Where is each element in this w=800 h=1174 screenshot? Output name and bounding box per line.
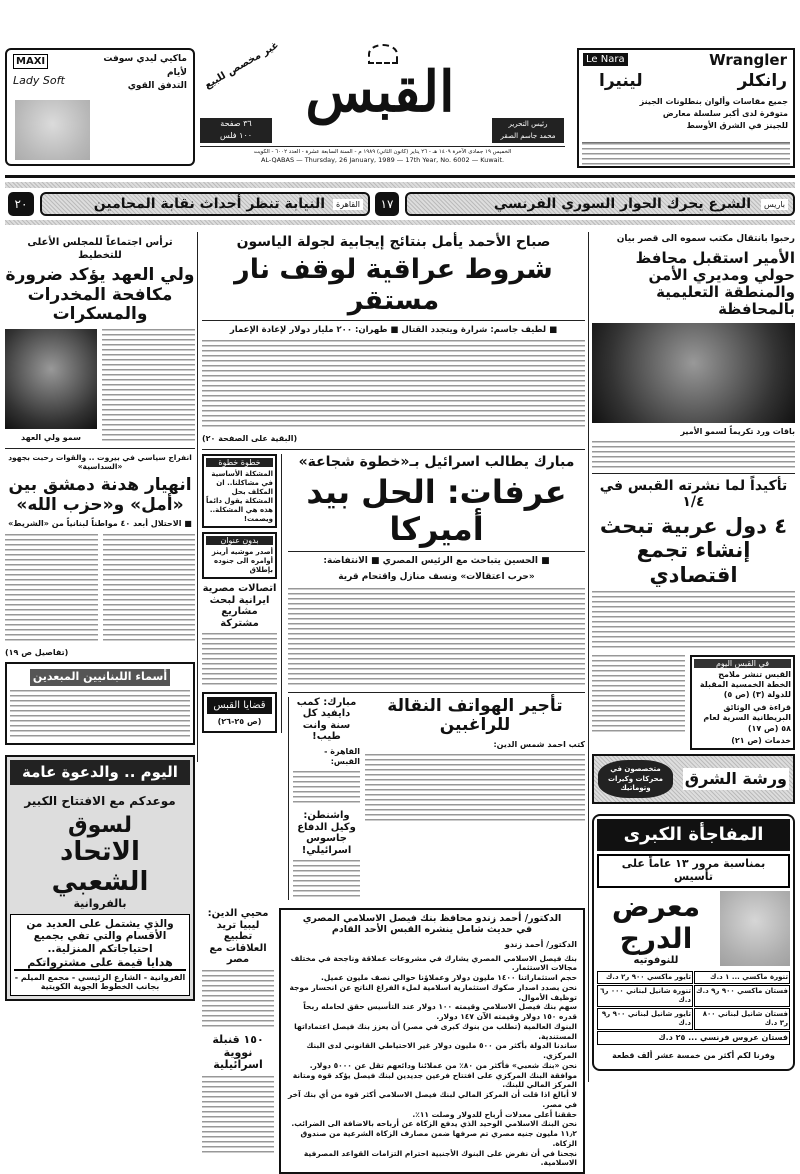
ad-ittihad-market: اليوم .. والدعوة عامة موعدكم مع الافتتاح الكبير لسوق الاتحاد الشعبي بالفروانية والذي يشتمل على العديد من الأقسام والتي تفي بجميع احتياجاتكم المنزلية.. هدايا قيمة على مشترواتكم الفروانية - الشارع الرئيسي - مجمع الميلم - بجانب الخطوط الجوية الكويتية [5, 755, 195, 1001]
lebanon-kicker: انفراج سياسي في بيروت .. والقوات رحبت بجهود «السداسية» [8, 452, 192, 472]
right-column [592, 234, 795, 1071]
dateline [200, 146, 565, 165]
stairs-illustration [720, 891, 790, 966]
amir-photo [592, 323, 795, 423]
spy-headline: واشنطن: وكيل الدفاع جاسوس اسرائيلي! [297, 810, 356, 856]
ad-maxi: MAXI ماكيي ليدي سوفت لأيام التدفق القوي Lady Soft [5, 48, 195, 166]
iraq-headline: شروط عراقية لوقف نار مستقر [234, 254, 553, 317]
crown-prince-kicker: ترأس اجتماعاً للمجلس الأعلى للتخطيط [27, 237, 173, 261]
crown-prince-headline: ولي العهد يؤكد ضرورة مكافحة المخدرات والمسكرات [5, 265, 195, 325]
lebanon-continued: (تفاصيل ص ١٩) [5, 647, 69, 657]
column-box-2: بدون عنوان أصدر موشيه أرينز أوامره الى جنوده بإطلاق [202, 532, 277, 579]
interview-bullets: بنك فيصل الاسلامي المصري يشارك في مشروعات عملاقة وناجحة في مختلف مجالات الاستثمار. حجم استثماراتنا ١٤٠٠ مليون دولار وعملاؤنا حوالي نصف مليون عميل. نحن بصدد اصدار صكوك استثمارية اسلامية لملء الفراغ الناتج عن انحسار موجة توظيف الأموال. سهم بنك فيصل الاسلامي وقيمته ١٠٠ دولار عند التأسيس حقق لحامله ربحاً قدره ١٥٠ دولار وقيمته الآن ١٤٧ دولار. البنوك العالمية (تطلب من بنوك كبرى في مصر) أن يعزز بنك فيصل اعتماداتها المستندية. ساندنا الدولة بأكثر من ٥٠٠ مليون دولار غير الاحتياطي القانوني لدى البنك المركزي. نحن «بنك شعبي» فأكثر من ٨٠٪ من عملائنا ودائعهم تقل عن ٥٠٠٠ دولار. موافقة البنك المركزي على افتتاح فرعين جديدين لبنك فيصل يؤكد قوة ومتانة المركز المالي للبنك. لا أبالغ اذا قلت أن المركز المالي لبنك فيصل الاسلامي أكثر قوة من أي بنك آخر في مصر. حققنا أعلى معدلات أرباح للدولار وصلت ١١٪. نحن البنك الاسلامي الوحيد الذي يدفع الزكاة عن أرباحه بالاضافة الى الضرائب. ١١٫٢ مليون جنيه مصري تم صرفها ضمن مصارف الزكاة الشرعية من صندوق الزكاة. نجحنا في أن نفرض على البنوك الأجنبية احترام التزامات القواعد المصرفية الاسلامية. [288, 953, 577, 1168]
arafat-sub2: «حرب اعتقالات» ونسف منازل واقتحام قرية [338, 572, 535, 582]
not-for-sale: غير مخصص للبيع [202, 39, 281, 92]
dateline-en: AL-QABAS — Thursday, 26 January, 1989 — 17th Year, No. 6002 — Kuwait. [260, 156, 505, 165]
arafat-headline: عرفات: الحل بيد أميركا [306, 472, 567, 548]
arafat-kicker: مبارك يطالب اسرائيل بـ«خطوة شجاعة» [298, 453, 575, 470]
teaser-lawyers[interactable]: القاهرة النيابة تنظر أحداث نقابة المحامين [40, 192, 370, 216]
names-box: أسماء اللبنانيين المبعدين [5, 662, 195, 745]
index-box: في القبس اليوم القبس تنشر ملامح الخطة الخمسية المقبلة للدولة (٣) (ص ٥) قراءة في الوثائق البريطانية السرية لعام ٥٨ (ص ١٧) خدمات (ص ٢١) [690, 655, 795, 751]
dateline-ar: الخميس ١٩ جمادى الآخرة ١٤٠٩ هـ - ٢٦ يناير (كانون الثاني) ١٩٨٩ م - السنة السابعة عشرة - العدد ٦٠٠٢ - الكويت [253, 149, 512, 155]
left-column [5, 236, 195, 1001]
libya-headline: محيي الدين: ليبيا تريد تطبيع العلاقات مع مصر [207, 908, 269, 966]
teaser-syria-france[interactable]: باريس الشرع يحرك الحوار السوري الفرنسي [405, 192, 795, 216]
crown-prince-photo [5, 329, 97, 429]
lebanon-headline: انهيار هدنة دمشق بين «أمل» و«حزب الله» [8, 475, 192, 515]
campdavid-dateline: القاهرة - القبس: [324, 746, 360, 767]
interview-box: الدكتور/ أحمد زندو محافظ بنك فيصل الاسلامي المصري في حديث شامل ينشره القبس الأحد القادم الدكتور/ أحمد زندو بنك فيصل الاسلامي المصري يشارك في مشروعات عملاقة وناجحة في مختلف مجالات الاستثمار. حجم استثماراتنا ١٤٠٠ مليون دولار وعملاؤنا حوالي نصف مليون عميل. نحن بصدد اصدار صكوك استثمارية اسلامية لملء الفراغ الناتج عن انحسار موجة توظيف الأموال. سهم بنك فيصل الاسلامي وقيمته ١٠٠ دولار عند التأسيس حقق لحامله ربحاً قدره ١٥٠ دولار وقيمته الآن ١٤٧ دولار. البنوك العالمية (تطلب من بنوك كبرى في مصر) أن يعزز بنك فيصل اعتماداتها المستندية. ساندنا الدولة بأكثر من ٥٠٠ مليون دولار غير الاحتياطي القانوني لدى البنك المركزي. نحن «بنك شعبي» فأكثر من ٨٠٪ من عملائنا ودائعهم تقل عن ٥٠٠٠ دولار. موافقة البنك المركزي على افتتاح فرعين جديدين لبنك فيصل يؤكد قوة ومتانة المركز المالي للبنك. لا أبالغ اذا قلت أن المركز المالي لبنك فيصل الاسلامي أكثر قوة من أي بنك آخر في مصر. حققنا أعلى معدلات أرباح للدولار وصلت ١١٪. نحن البنك الاسلامي الوحيد الذي يدفع الزكاة عن أرباحه بالاضافة الى الضرائب. ١١٫٢ مليون جنيه مصري تم صرفها ضمن مصارف الزكاة الشرعية من صندوق الزكاة. نجحنا في أن نفرض على البنوك الأجنبية احترام التزامات القواعد المصرفية الاسلامية. [279, 908, 585, 1174]
campdavid-headline: مبارك: كمب دايفيد كل سنة وانت طيب! [296, 696, 357, 743]
phones-headline: تأجير الهواتف النقالة للراغبين [387, 695, 563, 736]
nuclear-headline: ١٥٠ قنبلة نووية اسرائيلية [212, 1032, 264, 1072]
lebanon-sub: ■ الاحتلال أبعد ٤٠ مواطناً لبنانياً من «الشريط» [8, 519, 192, 529]
iraq-kicker: صباح الأحمد يأمل بنتائج إيجابية لجولة الياسون [236, 234, 551, 250]
amir-headline: الأمير استقبل محافظ حولي ومديري الأمن والمنطقة التعليمية بالمحافظة [635, 248, 795, 319]
arab-union-kicker: تأكيداً لما نشرته القبس في ١/٤ [599, 478, 788, 511]
iran-headline: اتصالات مصرية ايرانية لبحث مشاريع مشتركة [202, 583, 277, 629]
teaser-page-20: ٢٠ [8, 192, 34, 216]
qadaya-box[interactable]: قضايا القبس (ص ٢٥-٢٦) [202, 692, 277, 732]
crown-prince-caption: سمو ولي العهد [20, 432, 82, 442]
amir-kicker: رحبوا بانتقال مكتب سموه الى قصر بيان [616, 234, 795, 244]
ad-daraj: المفاجأة الكبرى بمناسبة مرور ١٣ عاماً على تأسيس معرض الدرج للنوفوتيه تنورة ماكسي ... ١ د.ك تايور ماكسي ٩٠٠ ر٢ د.ك فستان ماكسي ٩٠٠ ر٩ د.ك تنورة شانيل لبناني ٠٠٠ ر٦ د.ك فستان شانيل لبناني ٨٠٠ ر٣ د.ك تايور شانيل لبناني ٩٠٠ ر٩ د.ك فستان عروس فرنسي ... ٢٥ د.ك وفرنا لكم أكثر من خمسة عشر ألف قطعة [592, 814, 795, 1071]
ad-wrangler: Le Nara Wrangler رانكلر لينيرا جميع مقاسات وألوان بنطلونات الجينز متوفرة لدى أكبر سلسلة معارض للجينز في الشرق الأوسط [577, 48, 795, 168]
phones-byline: كتب احمد شمس الدين: [493, 739, 585, 749]
arab-union-headline: ٤ دول عربية تبحث إنشاء تجمع اقتصادي [599, 514, 788, 587]
arafat-sub1: ■ الحسين يتباحث مع الرئيس المصري ■ الانتفاضة: [323, 556, 550, 567]
ad-workshop: ورشة الشرق متخصصون في محركات وكيرات وتوماتيك [592, 754, 795, 803]
product-image [15, 100, 90, 160]
editor-box: رئيس التحرير محمد جاسم الصقر [492, 118, 564, 143]
price-box: ٣٦ صفحة ١٠٠ فلس [200, 118, 272, 143]
iraq-subline: ■ لطيف جاسم: شرارة ويتجدد القتال ■ طهران: ٢٠٠ مليار دولار لإعادة الإعمار [229, 325, 558, 336]
teaser-page-17: ١٧ [375, 192, 399, 216]
column-box-1: خطوة خطوة المشكلة الأساسية في مشاكلنا.. ان المكلف بحل المشكلة يقول دائماً هذه هي المشكلة.. ويصمت! [202, 454, 277, 529]
photo-caption: باقات ورد تكريماً لسمو الأمير [680, 426, 795, 436]
center-column [202, 234, 585, 1174]
newspaper-logo: القبس [305, 59, 455, 125]
iraq-continued: (البقية على الصفحة ٢٠) [202, 434, 298, 444]
